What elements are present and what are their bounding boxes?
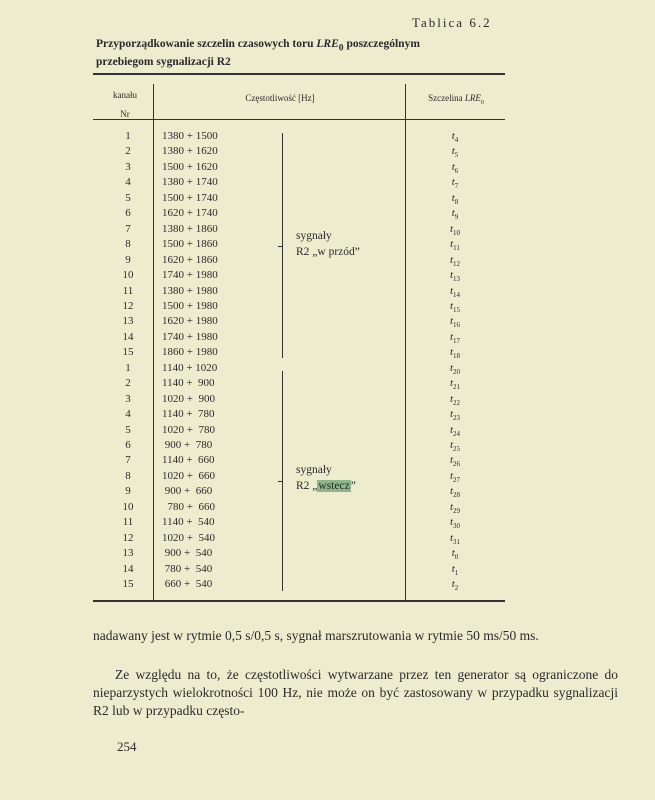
row-slot-letter: t (451, 130, 455, 142)
row-time-slot (405, 393, 505, 409)
row-slot-index: 22 (453, 399, 461, 408)
row-slot-letter: t (449, 269, 454, 281)
row-time-slot (405, 269, 505, 285)
group-forward-line2: R2 „w przód” (296, 246, 360, 258)
row-channel-number: 9 (125, 254, 131, 266)
row-channel-number: 3 (125, 393, 131, 405)
signal-group-forward (296, 228, 360, 260)
row-channel-number: 2 (125, 377, 131, 389)
row-time-slot (405, 145, 505, 161)
row-frequency: 1500 + 1620 (162, 161, 218, 173)
row-slot-letter: t (451, 207, 455, 219)
row-time-slot (405, 454, 505, 470)
caption-lre-sub: 0 (338, 42, 344, 54)
table-bottom-rule (93, 600, 505, 602)
row-channel-number: 13 (122, 315, 134, 327)
row-slot-index: 21 (453, 383, 461, 392)
table-top-rule (93, 73, 505, 75)
row-channel-number: 11 (122, 285, 134, 297)
row-slot-index: 26 (453, 460, 461, 469)
row-slot-letter: t (449, 362, 454, 374)
row-slot-index: 9 (454, 213, 459, 222)
row-slot-letter: t (450, 238, 454, 250)
row-frequency: 1140 + 1020 (162, 362, 218, 374)
row-time-slot (405, 223, 505, 239)
row-time-slot (405, 501, 505, 517)
header-slot (408, 93, 504, 106)
body-paragraph-1: nadawany jest w rytmie 0,5 s/0,5 s, sygnał marszrutowania w rytmie 50 ms/50 ms. (93, 628, 539, 643)
row-frequency: 1380 + 1980 (162, 285, 218, 297)
row-slot-letter: t (449, 454, 454, 466)
row-channel-number: 10 (122, 269, 134, 281)
row-time-slot (405, 254, 505, 270)
row-slot-letter: t (449, 424, 454, 436)
row-channel-number: 12 (122, 532, 134, 544)
table-caption (96, 37, 546, 70)
row-frequency: 900 + 780 (162, 439, 213, 451)
row-slot-letter: t (449, 300, 454, 312)
row-slot-index: 8 (454, 198, 459, 207)
row-slot-index: 14 (453, 291, 461, 300)
row-time-slot (405, 439, 505, 455)
row-frequency: 1140 + 900 (162, 377, 215, 389)
row-frequency: 780 + 540 (162, 563, 213, 575)
row-frequency: 1020 + 900 (162, 393, 215, 405)
row-frequency: 1500 + 1980 (162, 300, 218, 312)
row-time-slot (405, 331, 505, 347)
row-time-slot (405, 207, 505, 223)
row-slot-index: 16 (453, 321, 461, 330)
row-slot-index: 29 (453, 507, 461, 516)
row-channel-number: 15 (122, 578, 134, 590)
row-time-slot (405, 161, 505, 177)
row-time-slot (405, 130, 505, 146)
row-slot-letter: t (449, 254, 454, 266)
row-slot-index: 31 (453, 538, 461, 547)
row-slot-letter: t (449, 223, 454, 235)
row-slot-index: 11 (453, 244, 460, 253)
row-slot-letter: t (449, 470, 454, 482)
row-frequency: 1140 + 540 (162, 516, 215, 528)
row-channel-number: 13 (122, 547, 134, 559)
row-slot-index: 12 (453, 260, 461, 269)
table-number: Tablica 6.2 (412, 15, 492, 30)
row-channel-number: 12 (122, 300, 134, 312)
caption-text-post: poszczególnym (343, 38, 420, 50)
row-slot-index: 15 (453, 306, 461, 315)
row-slot-letter: t (449, 516, 454, 528)
row-channel-number: 5 (125, 424, 131, 436)
row-slot-letter: t (449, 315, 454, 327)
header-channel (100, 86, 150, 124)
header-slot-text: Szczelina (428, 93, 465, 103)
row-slot-index: 4 (454, 136, 459, 145)
row-frequency: 1020 + 540 (162, 532, 215, 544)
row-time-slot (405, 470, 505, 486)
row-channel-number: 1 (125, 362, 131, 374)
row-frequency: 900 + 540 (162, 547, 213, 559)
row-time-slot (405, 516, 505, 532)
row-frequency: 660 + 540 (162, 578, 213, 590)
row-frequency: 1020 + 780 (162, 424, 215, 436)
row-slot-index: 20 (453, 368, 461, 377)
page-number: 254 (117, 739, 137, 754)
row-time-slot (405, 176, 505, 192)
row-frequency: 1380 + 1740 (162, 176, 218, 188)
row-frequency: 1140 + 780 (162, 408, 215, 420)
group-backward-line2-post: ” (350, 480, 356, 492)
row-time-slot (405, 408, 505, 424)
row-slot-letter: t (449, 377, 454, 389)
row-frequency: 1020 + 660 (162, 470, 215, 482)
row-channel-number: 8 (125, 238, 131, 250)
header-channel-line1: kanału (113, 90, 137, 100)
row-channel-number: 6 (125, 439, 131, 451)
row-slot-index: 17 (453, 337, 461, 346)
row-slot-letter: t (451, 176, 455, 188)
row-slot-index: 10 (453, 229, 461, 238)
row-channel-number: 6 (125, 207, 131, 219)
row-frequency: 1500 + 1860 (162, 238, 218, 250)
row-time-slot (405, 377, 505, 393)
row-slot-index: 27 (453, 476, 461, 485)
row-time-slot (405, 192, 505, 208)
row-frequency: 1620 + 1860 (162, 254, 218, 266)
row-channel-number: 7 (125, 223, 131, 235)
row-channel-number: 2 (125, 145, 131, 157)
row-frequency: 1620 + 1740 (162, 207, 218, 219)
row-time-slot (405, 362, 505, 378)
row-time-slot (405, 578, 505, 594)
row-slot-index: 30 (453, 522, 461, 531)
row-frequency: 1860 + 1980 (162, 346, 218, 358)
row-frequency: 1740 + 1980 (162, 331, 218, 343)
brace-forward (282, 133, 291, 358)
header-channel-line2: Nr (120, 109, 130, 119)
row-channel-number: 4 (125, 176, 131, 188)
row-channel-number: 1 (125, 130, 131, 142)
row-slot-index: 0 (454, 553, 459, 562)
row-slot-letter: t (449, 285, 454, 297)
brace-backward (282, 371, 291, 591)
caption-lre: LRE (316, 38, 339, 50)
row-channel-number: 10 (122, 501, 134, 513)
row-slot-index: 23 (453, 414, 461, 423)
row-channel-number: 5 (125, 192, 131, 204)
row-slot-letter: t (449, 393, 454, 405)
row-slot-index: 24 (453, 430, 461, 439)
row-slot-letter: t (449, 408, 454, 420)
row-slot-letter: t (451, 192, 455, 204)
row-slot-letter: t (449, 331, 454, 343)
row-time-slot (405, 485, 505, 501)
row-channel-number: 3 (125, 161, 131, 173)
row-channel-number: 4 (125, 408, 131, 420)
signal-group-backward (296, 462, 356, 494)
row-slot-letter: t (449, 485, 454, 497)
header-slot-sub: 0 (480, 99, 484, 106)
row-slot-index: 2 (454, 584, 459, 593)
caption-text-pre: Przyporządkowanie szczelin czasowych toru (96, 38, 317, 50)
row-channel-number: 7 (125, 454, 131, 466)
row-slot-index: 13 (453, 275, 461, 284)
row-slot-index: 5 (454, 151, 459, 160)
row-frequency: 1500 + 1740 (162, 192, 218, 204)
row-time-slot (405, 547, 505, 563)
row-slot-letter: t (449, 501, 454, 513)
row-time-slot (405, 424, 505, 440)
group-forward-line1: sygnały (296, 230, 332, 242)
row-slot-index: 25 (453, 445, 461, 454)
row-channel-number: 14 (122, 563, 134, 575)
row-time-slot (405, 315, 505, 331)
row-slot-letter: t (449, 532, 454, 544)
row-slot-index: 7 (454, 182, 459, 191)
row-time-slot (405, 532, 505, 548)
row-slot-letter: t (449, 346, 454, 358)
row-slot-letter: t (451, 578, 455, 590)
body-paragraph-2: Ze względu na to, że częstotliwości wytwarzane przez ten generator są ograniczone do nieparzystych wielokrotności 100 Hz, nie może on być zastosowany w przypadku sygnalizacji R2 lub w przypadku często- (93, 667, 618, 718)
header-slot-lre: LRE (464, 93, 481, 103)
row-frequency: 1740 + 1980 (162, 269, 218, 281)
row-channel-number: 15 (122, 346, 134, 358)
row-time-slot (405, 346, 505, 362)
row-channel-number: 14 (122, 331, 134, 343)
row-slot-letter: t (451, 547, 455, 559)
header-frequency: Częstotliwość [Hz] (245, 93, 315, 103)
row-slot-index: 28 (453, 491, 461, 500)
caption-text-line2: przebiegom sygnalizacji R2 (96, 56, 231, 69)
row-frequency: 1140 + 660 (162, 454, 215, 466)
group-backward-line2-pre: R2 „ (296, 480, 318, 492)
header-bottom-rule (93, 119, 505, 120)
row-frequency: 900 + 660 (162, 485, 213, 497)
row-time-slot (405, 238, 505, 254)
row-slot-letter: t (451, 563, 455, 575)
row-slot-letter: t (451, 161, 455, 173)
row-channel-number: 8 (125, 470, 131, 482)
row-channel-number: 9 (125, 485, 131, 497)
highlighted-word: wstecz (318, 480, 350, 492)
row-slot-index: 6 (454, 167, 459, 176)
row-frequency: 1620 + 1980 (162, 315, 218, 327)
row-time-slot (405, 300, 505, 316)
row-time-slot (405, 285, 505, 301)
row-frequency: 780 + 660 (162, 501, 215, 513)
row-channel-number: 11 (122, 516, 134, 528)
row-time-slot (405, 563, 505, 579)
row-slot-index: 1 (454, 569, 459, 578)
group-backward-line1: sygnały (296, 464, 332, 476)
row-frequency: 1380 + 1620 (162, 145, 218, 157)
row-slot-letter: t (451, 145, 455, 157)
row-slot-letter: t (449, 439, 454, 451)
row-frequency: 1380 + 1500 (162, 130, 218, 142)
row-frequency: 1380 + 1860 (162, 223, 218, 235)
row-slot-index: 18 (453, 352, 461, 361)
